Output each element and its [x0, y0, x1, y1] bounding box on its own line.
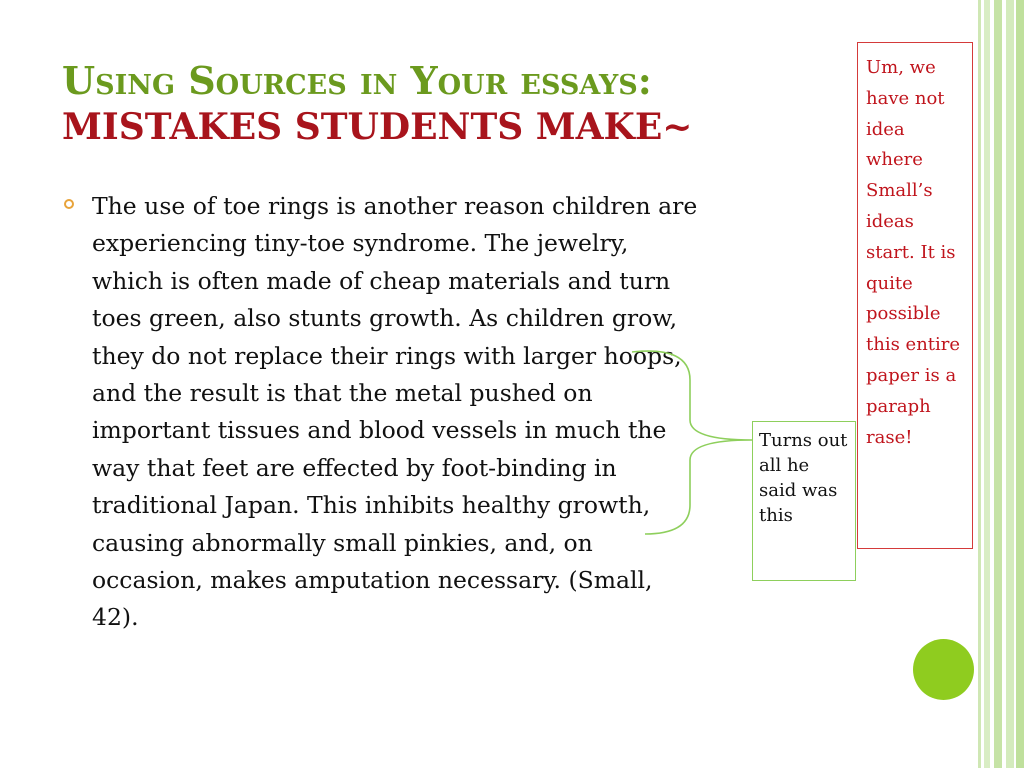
edge-stripe [994, 0, 1002, 768]
edge-stripe [1016, 0, 1024, 768]
bullet-item [62, 188, 702, 637]
green-circle-icon [913, 639, 974, 700]
bullet-text: The use of toe rings is another reason children are experiencing tiny-toe syndrome. The jewelry, which is often made of cheap materials and turn toes green, also stunts growth. As children grow, they do not replace their rings with larger hoops, and the result is that the metal pushed on important tissues and blood vessels in much the way that feet are effected by foot-binding in traditional Japan. This inhibits healthy growth, causing abnormally small pinkies, and, on occasion, makes amputation necessary. (Small, 42). [92, 192, 698, 632]
title-line-1: Using Sources in Your essays: [62, 58, 652, 103]
edge-stripe [978, 0, 981, 768]
edge-stripe [984, 0, 990, 768]
title-line-2: MISTAKES STUDENTS MAKE~ [62, 106, 693, 148]
slide-title [62, 58, 822, 150]
red-callout-note: Um, we have not idea where Small’s ideas start. It is quite possible this entire paper is a paraph rase! [857, 42, 973, 549]
hollow-circle-bullet-icon [64, 199, 74, 209]
green-callout-note: Turns out all he said was this [752, 421, 856, 581]
edge-stripe [1006, 0, 1014, 768]
